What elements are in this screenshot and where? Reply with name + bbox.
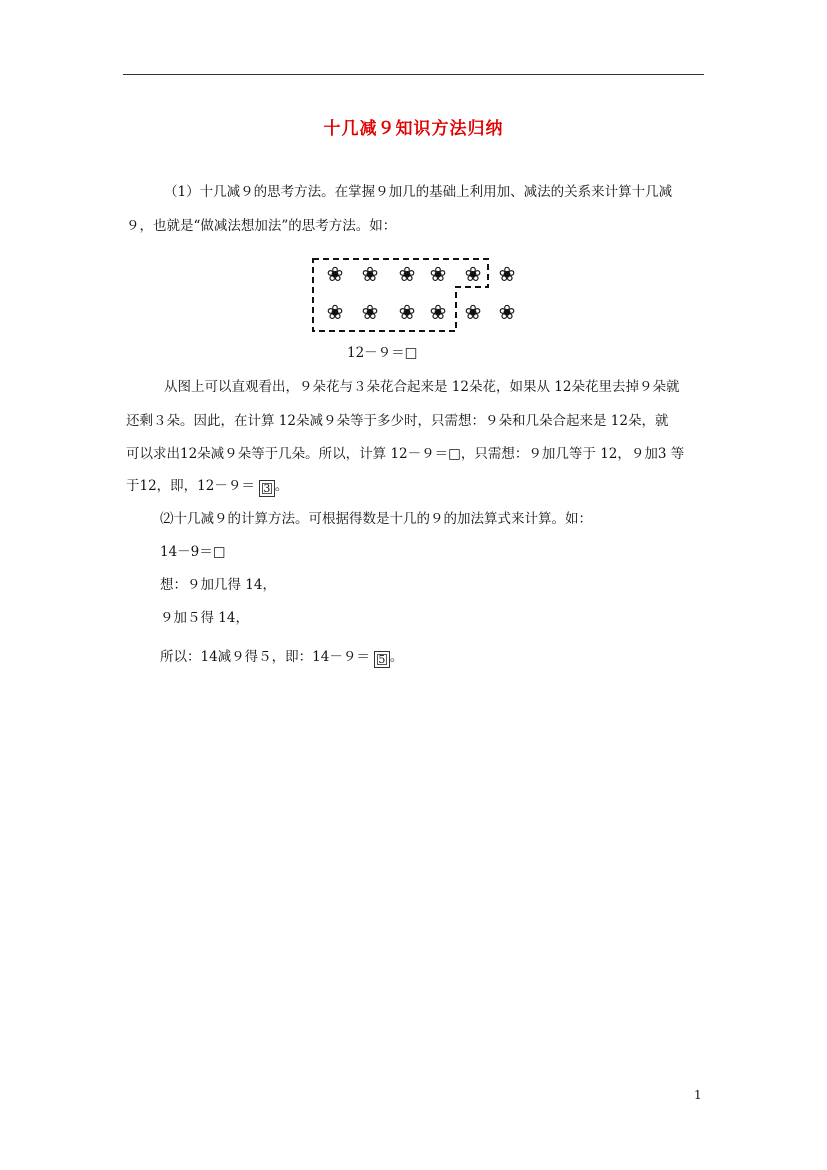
flower-icon: ❀	[398, 300, 416, 324]
para2-line1: 从图上可以直观看出，９朵花与３朵花合起来是 12朵花，如果从 12朵花里去掉９朵就	[164, 379, 680, 395]
flower-icon: ❀	[464, 300, 482, 324]
para3-think2: ９加５得 14，	[160, 610, 249, 626]
para2-line4-suffix: 。	[274, 478, 289, 494]
flower-icon: ❀	[498, 300, 516, 324]
flower-figure	[306, 256, 526, 340]
page-number: 1	[694, 1088, 702, 1102]
flower-icon: ❀	[429, 262, 447, 286]
para2-line4	[126, 477, 288, 497]
flower-icon: ❀	[464, 262, 482, 286]
flower-icon: ❀	[498, 262, 516, 286]
flower-icon: ❀	[326, 262, 344, 286]
para2-line4-prefix: 于12，即，12－９＝	[126, 478, 255, 494]
para3-conclusion	[160, 648, 403, 668]
answer-box-3: 3	[259, 480, 275, 497]
para1-line1: （1）十几减９的思考方法。在掌握９加几的基础上利用加、减法的关系来计算十几减	[164, 184, 673, 200]
para1-line2: ９，也就是“做减法想加法”的思考方法。如：	[126, 218, 397, 234]
header-rule	[123, 74, 704, 75]
para3-think1: 想：９加几得 14，	[160, 577, 276, 593]
answer-box-5: 5	[374, 651, 390, 668]
para3-equation: 14－9＝□	[160, 544, 226, 560]
flower-icon: ❀	[398, 262, 416, 286]
para3-conclusion-suffix: 。	[389, 649, 404, 665]
para3-line1: ⑵十几减９的计算方法。可根据得数是十几的９的加法算式来计算。如：	[160, 511, 592, 527]
flower-diagram	[306, 256, 526, 336]
flower-icon: ❀	[326, 300, 344, 324]
flower-icon: ❀	[429, 300, 447, 324]
para3-conclusion-prefix: 所以：14减９得５，即：14－９＝	[160, 649, 370, 665]
para2-line3: 可以求出12朵减９朵等于几朵。所以，计算 12－９＝□，只需想：９加几等于 12，９加3 等	[126, 446, 685, 462]
para2-line2: 还剩３朵。因此，在计算 12朵减９朵等于多少时，只需想：９朵和几朵合起来是 12朵，就	[126, 413, 669, 429]
flower-icon: ❀	[361, 300, 379, 324]
figure-equation: 12－９＝□	[347, 345, 418, 361]
flower-icon: ❀	[361, 262, 379, 286]
page-title: 十几减９知识方法归纳	[323, 119, 504, 139]
